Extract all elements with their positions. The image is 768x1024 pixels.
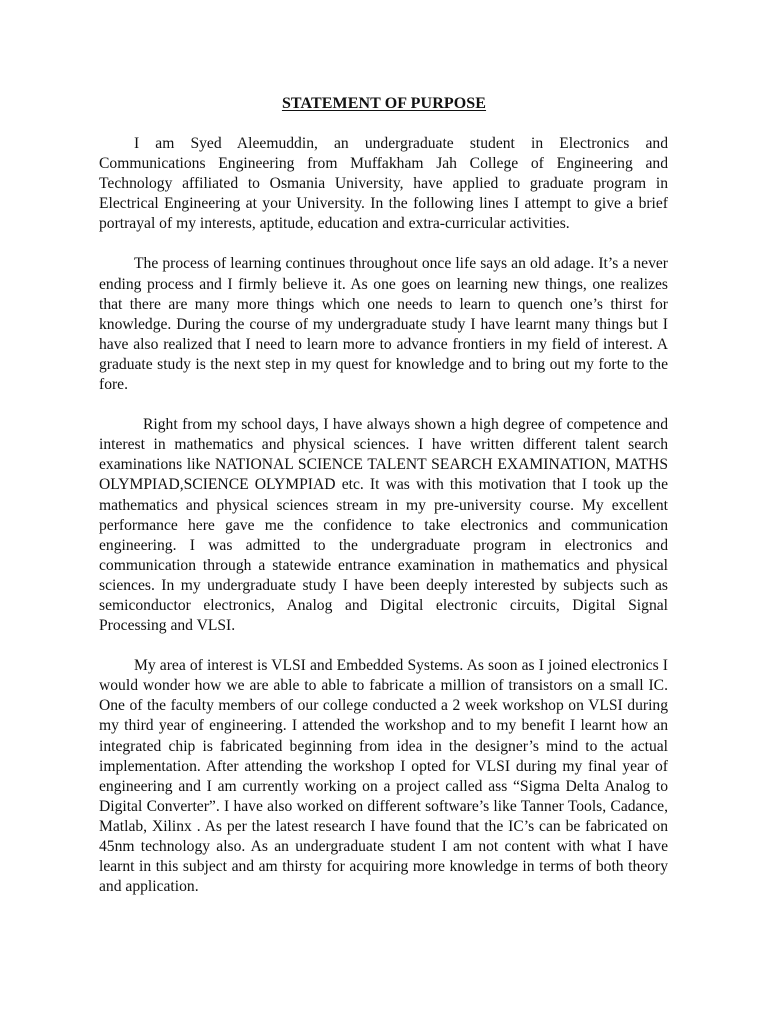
paragraph-vlsi-interest: My area of interest is VLSI and Embedded Systems. As soon as I joined electronics I would wonder how we are able to able to fabricate a million of transistors on a small IC. One of the faculty members of our college conducted a 2 week workshop on VLSI during my third year of engineering. I attended the workshop and to my benefit I learnt how an integrated chip is fabricated beginning from idea in the designer’s mind to the actual implementation. After attending the workshop I opted for VLSI during my final year of engineering and I am currently working on a project called ass “Sigma Delta Analog to Digital Converter”. I have also worked on different software’s like Tanner Tools, Cadance, Matlab, Xilinx . As per the latest research I have found that the IC’s can be fabricated on 45nm technology also. As an undergraduate student I am not content with what I have learnt in this subject and am thirsty for acquiring more knowledge in terms of both theory and application. xyxy=(99,657,668,896)
title-text: STATEMENT OF PURPOSE xyxy=(281,95,487,112)
paragraph-introduction: I am Syed Aleemuddin, an undergraduate student in Electronics and Communications Engineering from Muffakham Jah College of Engineering and Technology affiliated to Osmania University, have applied to graduate program in Electrical Engineering at your University. In the following lines I attempt to give a brief portrayal of my interests, aptitude, education and extra-curricular activities. xyxy=(99,135,668,233)
document-title xyxy=(0,94,768,114)
paragraph-learning: The process of learning continues throughout once life says an old adage. It’s a never ending process and I firmly believe it. As one goes on learning new things, one realizes that there are many more things which one needs to learn to quench one’s thirst for knowledge. During the course of my undergraduate study I have learnt many things but I have also realized that I need to learn more to advance frontiers in my field of interest. A graduate study is the next step in my quest for knowledge and to bring out my forte to the fore. xyxy=(99,255,668,394)
paragraph-school-background: Right from my school days, I have always shown a high degree of competence and interest in mathematics and physical sciences. I have written different talent search examinations like NATIONAL SCIENCE TALENT SEARCH EXAMINATION, MATHS OLYMPIAD,SCIENCE OLYMPIAD etc. It was with this motivation that I took up the mathematics and physical sciences stream in my pre-university course. My excellent performance here gave me the confidence to take electronics and communication engineering. I was admitted to the undergraduate program in electronics and communication through a statewide entrance examination in mathematics and physical sciences. In my undergraduate study I have been deeply interested by subjects such as semiconductor electronics, Analog and Digital electronic circuits, Digital Signal Processing and VLSI. xyxy=(99,416,668,635)
document-body xyxy=(99,134,668,917)
